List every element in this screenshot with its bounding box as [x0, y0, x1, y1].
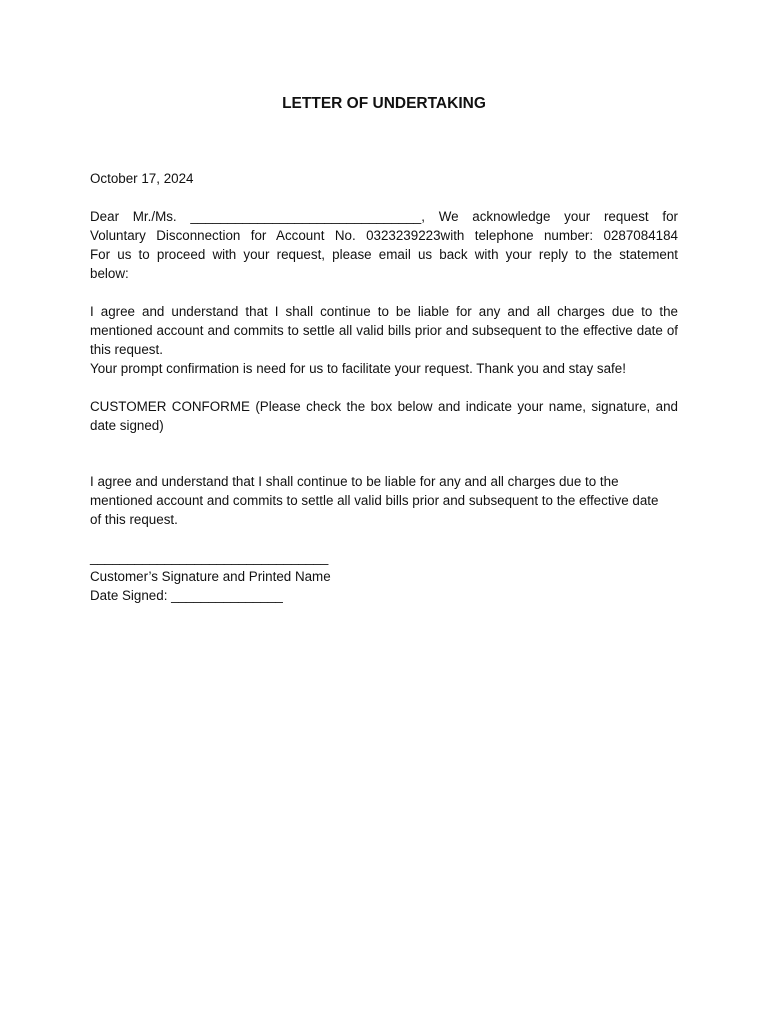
conforme-paragraph: CUSTOMER CONFORME (Please check the box below and indicate your name, signature, and date signed): [90, 399, 678, 433]
document-title: LETTER OF UNDERTAKING: [282, 95, 486, 112]
signature-caption: Customer’s Signature and Printed Name: [90, 569, 331, 584]
letter-date: October 17, 2024: [90, 171, 194, 186]
intro-line-3: For us to proceed with your request, please email us back with your reply to the statement: [90, 247, 678, 262]
intro-line-2: Voluntary Disconnection for Account No. 0323239223with telephone number: 0287084184: [90, 228, 678, 243]
agreement-paragraph: [90, 302, 678, 378]
intro-line-1: Dear Mr./Ms. _______________________________, We acknowledge your request for: [90, 209, 678, 224]
agreement-statement: I agree and understand that I shall continue to be liable for any and all charges due to the mentioned account and commits to settle all valid bills prior and subsequent to the effective date of this request.: [90, 474, 659, 527]
confirmation-text: Your prompt confirmation is need for us to facilitate your request. Thank you and stay safe!: [90, 361, 626, 376]
intro-paragraph: [90, 207, 678, 283]
agreement-text: I agree and understand that I shall continue to be liable for any and all charges due to the mentioned account and commits to settle all valid bills prior and subsequent to the effective date of this request.: [90, 304, 678, 357]
signature-line: ________________________________: [90, 550, 329, 565]
intro-line-4: below:: [90, 266, 129, 281]
date-signed: Date Signed: _______________: [90, 588, 283, 603]
